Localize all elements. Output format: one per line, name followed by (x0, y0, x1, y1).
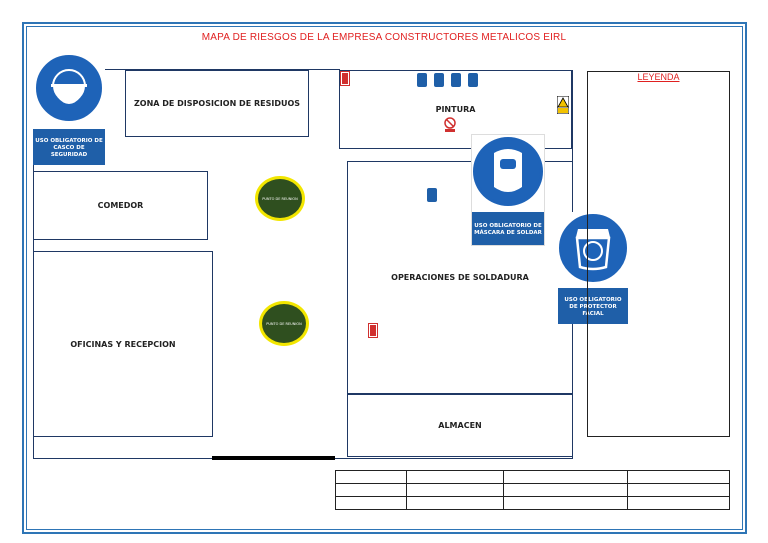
entrance-bar (212, 456, 335, 460)
room-comedor-label: COMEDOR (97, 201, 144, 210)
flammable-warning-icon (557, 96, 567, 110)
legend-title: LEYENDA (637, 72, 680, 82)
room-almacen (347, 394, 573, 457)
sign-casco-caption: USO OBLIGATORIO DE CASCO DE SEGURIDAD (35, 138, 103, 158)
helmet-icon (36, 55, 102, 121)
room-residuos-label: ZONA DE DISPOSICION DE RESIDUOS (133, 99, 301, 108)
room-soldadura-label: OPERACIONES DE SOLDADURA (391, 273, 529, 282)
fire-extinguisher-icon (341, 72, 349, 85)
room-almacen-label: ALMACEN (438, 421, 482, 430)
sign-casco (33, 53, 105, 165)
room-oficinas-label: OFICINAS Y RECEPCION (70, 339, 176, 349)
no-smoking-icon (444, 117, 454, 131)
mandatory-ppe-icon (417, 73, 427, 87)
welding-mask-icon (473, 137, 543, 206)
legend-box (587, 71, 730, 437)
title-block-table (335, 470, 730, 510)
sign-mascara (471, 134, 545, 246)
assembly-point-1-label: PUNTO DE REUNION (262, 196, 298, 201)
mandatory-ppe-icon (434, 73, 444, 87)
assembly-point-2 (259, 301, 309, 346)
room-pintura-label: PINTURA (435, 105, 476, 114)
fire-extinguisher-icon (369, 324, 377, 337)
map-title: MAPA DE RIESGOS DE LA EMPRESA CONSTRUCTORES METALICOS EIRL (201, 32, 567, 43)
assembly-point-1 (255, 176, 305, 221)
assembly-point-2-label: PUNTO DE REUNION (266, 321, 302, 326)
sign-mascara-caption: USO OBLIGATORIO DE MÁSCARA DE SOLDAR (474, 222, 542, 236)
sign-protector-caption: USO OBLIGATORIO DE PROTECTOR FACIAL (564, 297, 622, 317)
mandatory-ppe-icon (451, 73, 461, 87)
mandatory-ppe-icon (427, 188, 437, 202)
room-residuos (125, 70, 309, 137)
room-comedor (33, 171, 208, 240)
mandatory-ppe-icon (468, 73, 478, 87)
room-oficinas (33, 251, 213, 437)
